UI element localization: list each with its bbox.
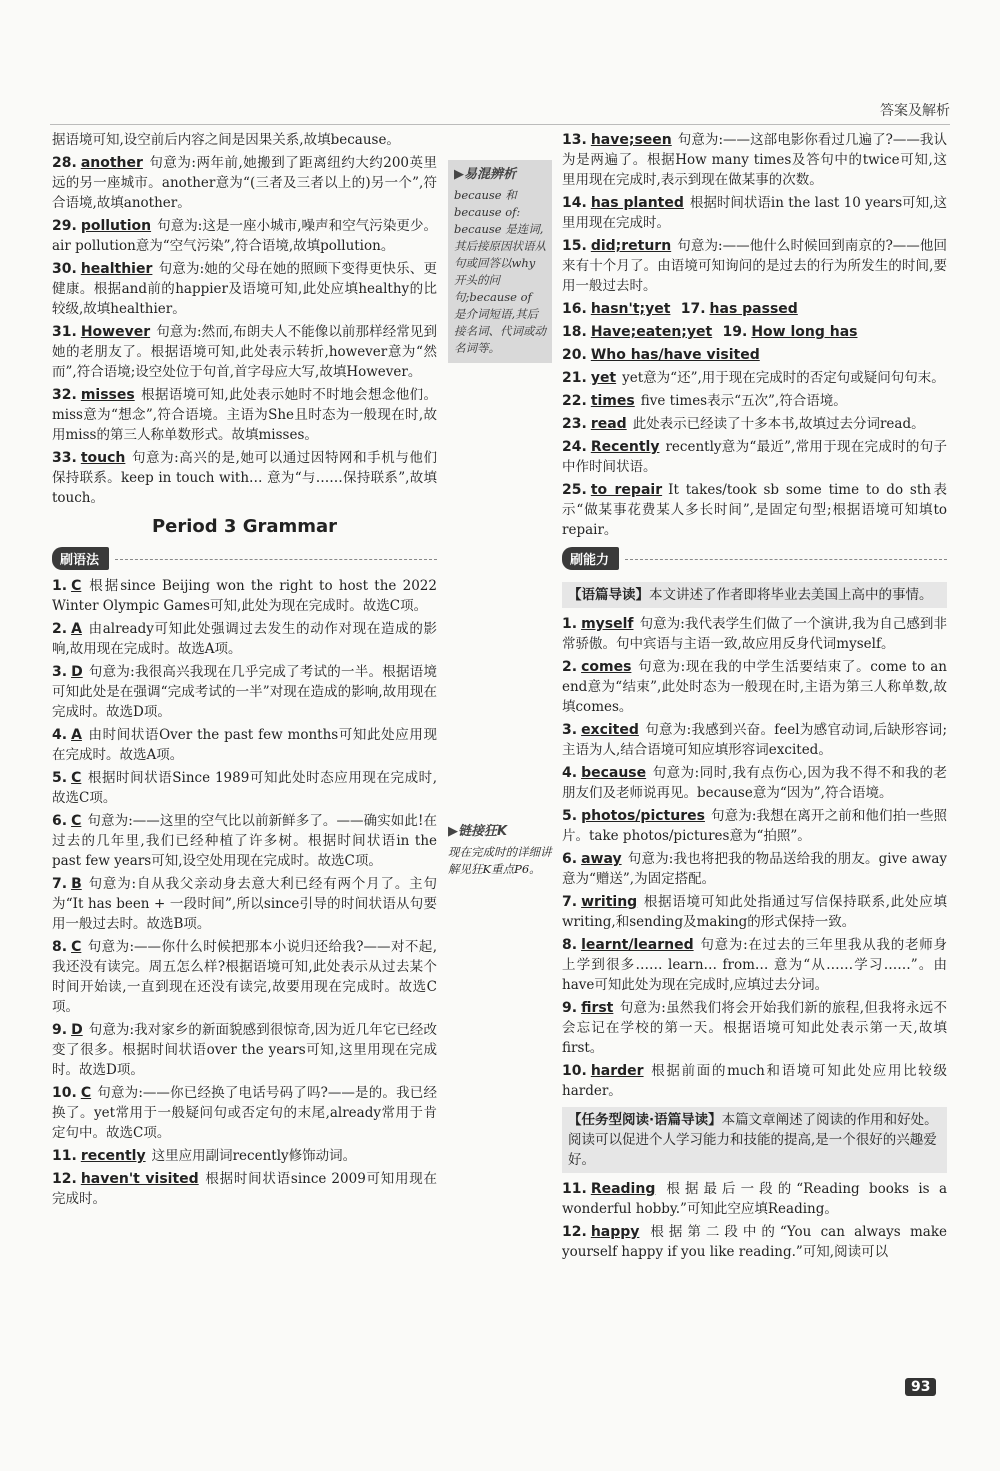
item-explanation: 由时间状语Over the past few months可知此处应用现在完成时。故选A项。 (52, 727, 437, 763)
item-number: 13. (562, 132, 587, 148)
item-number: 4. (52, 727, 68, 743)
passage-guide (562, 582, 947, 608)
item-explanation: 根据语境可知此处指通过写信保持联系,此处应填writing,和sending及making的形式保持一致。 (562, 894, 947, 930)
tip-box (448, 160, 552, 363)
item-explanation: 句意为:自从我父亲动身去意大利已经有两个月了。主句为“It has been + 一段时间”,所以since引导的时间状语从句要用一般过去时。故选B项。 (52, 876, 437, 932)
item-answer: Reading (590, 1181, 656, 1197)
answer-item (52, 1083, 437, 1143)
item-answer: misses (80, 387, 135, 403)
item-answer: photos/pictures (581, 808, 705, 824)
answer-list-c (562, 130, 947, 296)
item-number: 21. (562, 370, 587, 386)
answer-item (52, 811, 437, 871)
guide-label: 【语篇导读】 (568, 587, 649, 603)
item-explanation: 根据语境可知,此处表示她时不时地会想念他们。miss意为“想念”,符合语境。主语为She且时态为一般现在时,故用miss的第三人称单数形式。故填misses。 (52, 387, 437, 443)
answer-item (52, 768, 437, 808)
item-number: 7. (52, 876, 68, 892)
item-answer: to repair (590, 482, 663, 498)
answer-item (562, 414, 947, 434)
item-explanation: 句意为:在过去的三年里我从我的老师身上学到很多…… learn… from… 意为“从……学习……”。由have可知此处为现在完成时,应填过去分词。 (562, 937, 947, 993)
side-column (448, 160, 552, 878)
item-answer: happy (590, 1224, 640, 1240)
item-answer: C (71, 813, 82, 829)
item-answer: C (71, 939, 82, 955)
item-answer: C (71, 770, 82, 786)
item-number: 1. (52, 578, 68, 594)
answer-list-b (52, 576, 437, 1209)
answer-item (52, 1169, 437, 1209)
item-explanation: 根据since Beijing won the right to host the 2022 Winter Olympic Games可知,此处为现在完成时。故选C项。 (52, 578, 437, 614)
item-number: 3. (52, 664, 68, 680)
item-number: 20. (562, 347, 587, 363)
section-title: Period 3 Grammar (151, 516, 338, 537)
item-number: 23. (562, 416, 587, 432)
answer-list-a (52, 153, 437, 508)
item-explanation: 句意为:然而,布朗夫人不能像以前那样经常见到她的老朋友了。根据语境可知,此处表示转折,however意为“然而”,符合语境;设空处位于句首,首字母应大写,故填However。 (52, 324, 437, 380)
item-number: 30. (52, 261, 77, 277)
item-answer: recently (80, 1148, 146, 1164)
answer-item (562, 720, 947, 760)
item-number: 29. (52, 218, 77, 234)
item-number: 8. (52, 939, 68, 955)
answer-item (562, 763, 947, 803)
answer-item (562, 236, 947, 296)
item-number: 11. (562, 1181, 587, 1197)
answer-item (52, 874, 437, 934)
answer-item (562, 193, 947, 233)
item-number: 16. (562, 301, 587, 317)
item-answer: times (590, 393, 635, 409)
item-explanation: 句意为:现在我的中学生活要结束了。come to an end意为“结束”,此处时态为一般现在时,主语为第三人称单数,故填comes。 (562, 659, 947, 715)
item-explanation: 根据最后一段的“Reading books is a wonderful hobby.”可知此空应填Reading。 (562, 1181, 947, 1217)
guide-label: 【任务型阅读·语篇导读】 (568, 1112, 722, 1128)
item-answer: because (581, 765, 647, 781)
item-explanation: 句意为:我感到兴奋。feel为感官动词,后缺形容词;主语为人,结合语境可知应填形容词excited。 (562, 722, 947, 758)
item-answer: Who has/have visited (590, 347, 760, 363)
item-number: 33. (52, 450, 77, 466)
item-explanation: 句意为:我对家乡的新面貌感到很惊奇,因为近几年它已经改变了很多。根据时间状语over the years可知,这里用现在完成时。故选D项。 (52, 1022, 437, 1078)
answer-item (52, 259, 437, 319)
answer-item (562, 480, 947, 540)
item-number: 31. (52, 324, 77, 340)
item-answer: read (590, 416, 627, 432)
answer-line-20 (562, 345, 947, 365)
item-answer: A (71, 727, 82, 743)
item-explanation: five times表示“五次”,符合语境。 (640, 393, 847, 409)
right-column (562, 130, 947, 1265)
answer-list-f (562, 1179, 947, 1262)
item-number: 2. (52, 621, 68, 637)
item-explanation: 句意为:我想在离开之前和他们拍一些照片。take photos/pictures意为“拍照”。 (562, 808, 947, 844)
item-answer: D (71, 664, 83, 680)
link-note (448, 823, 552, 878)
item-number: 2. (562, 659, 578, 675)
item-explanation: 此处表示已经读了十多本书,故填过去分词read。 (632, 416, 925, 432)
item-number: 12. (52, 1171, 77, 1187)
item-explanation: 根据时间状语Since 1989可知此处时态应用现在完成时,故选C项。 (52, 770, 437, 806)
answer-item (562, 849, 947, 889)
item-explanation: 句意为:——这里的空气比以前新鲜多了。——确实如此!在过去的几年里,我们已经种植了许多树。根据时间状语in the past few years可知,设空处用现在完成时。故选C项。 (52, 813, 437, 869)
item-explanation: It takes/took sb some time to do sth表示“做某事花费某人多长时间”,是固定句型;根据语境可知填to repair。 (562, 482, 947, 538)
link-title: ▶链接狂K (448, 824, 508, 839)
answer-item (52, 448, 437, 508)
left-column (52, 130, 437, 1212)
answer-item (52, 937, 437, 1017)
answer-item (562, 657, 947, 717)
answer-item (562, 368, 947, 388)
item-number: 28. (52, 155, 77, 171)
item-number: 1. (562, 616, 578, 632)
item-number: 4. (562, 765, 578, 781)
item-answer: pollution (80, 218, 152, 234)
answer-item (562, 130, 947, 190)
item-explanation: recently意为“最近”,常用于现在完成时的句子中作时间状语。 (562, 439, 947, 475)
item-explanation: 句意为:——这部电影你看过几遍了?——我认为是两遍了。根据How many times及答句中的twice可知,这里用现在完成时,表示到现在做某事的次数。 (562, 132, 947, 188)
answer-item (562, 391, 947, 411)
intro-text: 据语境可知,设空前后内容之间是因果关系,故填because。 (52, 132, 400, 148)
answer-item (52, 153, 437, 213)
ability-badge: 刷能力 (562, 547, 619, 570)
item-answer: harder (590, 1063, 644, 1079)
item-explanation: 句意为:高兴的是,她可以通过因特网和手机与他们保持联系。keep in touch with… 意为“与……保持联系”,故填touch。 (52, 450, 437, 506)
badge-divider (625, 559, 947, 560)
guide-text: 本文讲述了作者即将毕业去美国上高中的事情。 (649, 587, 933, 603)
item-number: 17. (680, 301, 706, 317)
answer-item (562, 614, 947, 654)
answer-item (52, 1146, 437, 1166)
item-answer: have;seen (590, 132, 672, 148)
answer-item (52, 662, 437, 722)
item-number: 7. (562, 894, 578, 910)
item-explanation: yet意为“还”,用于现在完成时的否定句或疑问句句末。 (622, 370, 945, 386)
answer-list-e (562, 614, 947, 1101)
item-explanation: 句意为:她的父母在她的照顾下变得更快乐、更健康。根据and前的happier及语境可知,此处应填healthy的比较级,故填healthier。 (52, 261, 437, 317)
tip-text: because 和 because of: because 是连词,其后接原因状语从句或回答以why开头的问句;because of 是介词短语,其后接名词、代词或动名词等。 (454, 188, 546, 355)
answer-item (562, 935, 947, 995)
item-number: 5. (52, 770, 68, 786)
item-explanation: 句意为:这是一座小城市,噪声和空气污染更少。air pollution意为“空气污染”,符合语境,故填pollution。 (52, 218, 437, 254)
item-explanation: 句意为:我代表学生们做了一个演讲,我为自己感到非常骄傲。句中宾语与主语一致,故应用反身代词myself。 (562, 616, 947, 652)
grammar-badge: 刷语法 (52, 547, 109, 570)
answer-item (52, 725, 437, 765)
item-explanation: 句意为:我很高兴我现在几乎完成了考试的一半。根据语境可知此处是在强调“完成考试的一半”对现在造成的影响,故用现在完成时。故选D项。 (52, 664, 437, 720)
item-answer: C (80, 1085, 92, 1101)
answer-item (562, 437, 947, 477)
answer-item (562, 1222, 947, 1262)
answer-item (52, 1020, 437, 1080)
answer-item (562, 998, 947, 1058)
item-answer: yet (590, 370, 617, 386)
item-explanation: 句意为:虽然我们将会开始我们新的旅程,但我将永远不会忘记在学校的第一天。根据语境可知此处表示第一天,故填first。 (562, 1000, 947, 1056)
item-answer: has passed (709, 301, 798, 317)
item-answer: myself (581, 616, 634, 632)
item-answer: writing (581, 894, 638, 910)
item-answer: comes (581, 659, 632, 675)
item-number: 15. (562, 238, 587, 254)
item-number: 32. (52, 387, 77, 403)
item-number: 6. (562, 851, 578, 867)
item-answer: did;return (590, 238, 672, 254)
header-divider (50, 124, 950, 125)
page-number: 93 (905, 1378, 936, 1396)
item-explanation: 句意为:——你已经换了电话号码了吗?——是的。我已经换了。yet常用于一般疑问句或否定句的末尾,already常用于肯定句中。故选C项。 (52, 1085, 437, 1141)
answer-item (52, 322, 437, 382)
item-explanation: 句意为:——你什么时候把那本小说归还给我?——对不起,我还没有读完。周五怎么样?根据语境可知,此处表示从过去某个时间开始读,一直到现在还没有读完,故要用现在完成时。故选C项。 (52, 939, 437, 1015)
ability-badge-row (562, 543, 947, 576)
item-answer: learnt/learned (581, 937, 694, 953)
item-explanation: 根据前面的much和语境可知此处应用比较级harder。 (562, 1063, 947, 1099)
item-number: 18. (562, 324, 587, 340)
answer-list-d (562, 368, 947, 540)
link-text: 现在完成时的详细讲解见狂K重点P6。 (448, 845, 552, 876)
item-answer: has planted (590, 195, 684, 211)
item-explanation: 由already可知此处强调过去发生的动作对现在造成的影响,故用现在完成时。故选A项。 (52, 621, 437, 657)
guide-text: 本篇文章阐述了阅读的作用和好处。阅读可以促进个人学习能力和技能的提高,是一个很好的兴趣爱好。 (568, 1112, 938, 1168)
item-number: 12. (562, 1224, 587, 1240)
item-answer: first (581, 1000, 614, 1016)
answer-item (52, 576, 437, 616)
item-explanation: 根据第二段中的“You can always make yourself happy if you like reading.”可知,阅读可以 (562, 1224, 947, 1260)
item-number: 19. (722, 324, 748, 340)
answer-line-16 (562, 299, 947, 319)
answer-item (562, 892, 947, 932)
answer-item (562, 806, 947, 846)
item-answer: another (80, 155, 143, 171)
item-number: 5. (562, 808, 578, 824)
answer-item (52, 385, 437, 445)
item-answer: How long has (751, 324, 858, 340)
page-header: 答案及解析 (880, 103, 950, 119)
item-answer: excited (581, 722, 639, 738)
item-answer: haven't visited (80, 1171, 199, 1187)
item-number: 6. (52, 813, 68, 829)
grammar-badge-row (52, 543, 437, 576)
answer-item (562, 1179, 947, 1219)
item-explanation: 根据时间状语since 2009可知用现在完成时。 (52, 1171, 438, 1207)
item-number: 10. (52, 1085, 77, 1101)
item-number: 9. (562, 1000, 578, 1016)
answer-item (52, 216, 437, 256)
answer-item (562, 1061, 947, 1101)
tip-title: ▶易混辨析 (454, 167, 516, 182)
item-answer: Have;eaten;yet (590, 324, 713, 340)
item-number: 24. (562, 439, 587, 455)
item-answer: touch (80, 450, 126, 466)
item-number: 25. (562, 482, 587, 498)
item-answer: B (71, 876, 82, 892)
answer-item (52, 619, 437, 659)
item-explanation: 句意为:——他什么时候回到南京的?——他回来有十个月了。由语境可知询问的是过去的行为所发生的时间,要用一般过去时。 (562, 238, 947, 294)
item-explanation: 这里应用副词recently修饰动词。 (151, 1148, 357, 1164)
item-number: 9. (52, 1022, 68, 1038)
item-number: 8. (562, 937, 578, 953)
item-number: 14. (562, 195, 587, 211)
item-explanation: 句意为:同时,我有点伤心,因为我不得不和我的老朋友们及老师说再见。because意为“因为”,符合语境。 (562, 765, 947, 801)
item-number: 11. (52, 1148, 77, 1164)
item-number: 10. (562, 1063, 587, 1079)
badge-divider (115, 559, 437, 560)
item-answer: A (71, 621, 82, 637)
item-explanation: 根据时间状语in the last 10 years可知,这里用现在完成时。 (562, 195, 947, 231)
item-number: 22. (562, 393, 587, 409)
item-explanation: 句意为:我也将把我的物品送给我的朋友。give away意为“赠送”,为固定搭配。 (562, 851, 947, 887)
answer-line-18 (562, 322, 947, 342)
item-answer: hasn't;yet (590, 301, 671, 317)
item-answer: Recently (590, 439, 660, 455)
item-answer: away (581, 851, 622, 867)
item-answer: C (71, 578, 82, 594)
item-answer: D (71, 1022, 83, 1038)
item-number: 3. (562, 722, 578, 738)
item-answer: However (80, 324, 151, 340)
task-reading-guide (562, 1107, 947, 1173)
item-answer: healthier (80, 261, 153, 277)
item-explanation: 句意为:两年前,她搬到了距离纽约大约200英里远的另一座城市。another意为“(三者及三者以上的)另一个”,符合语境,故填another。 (52, 155, 437, 211)
